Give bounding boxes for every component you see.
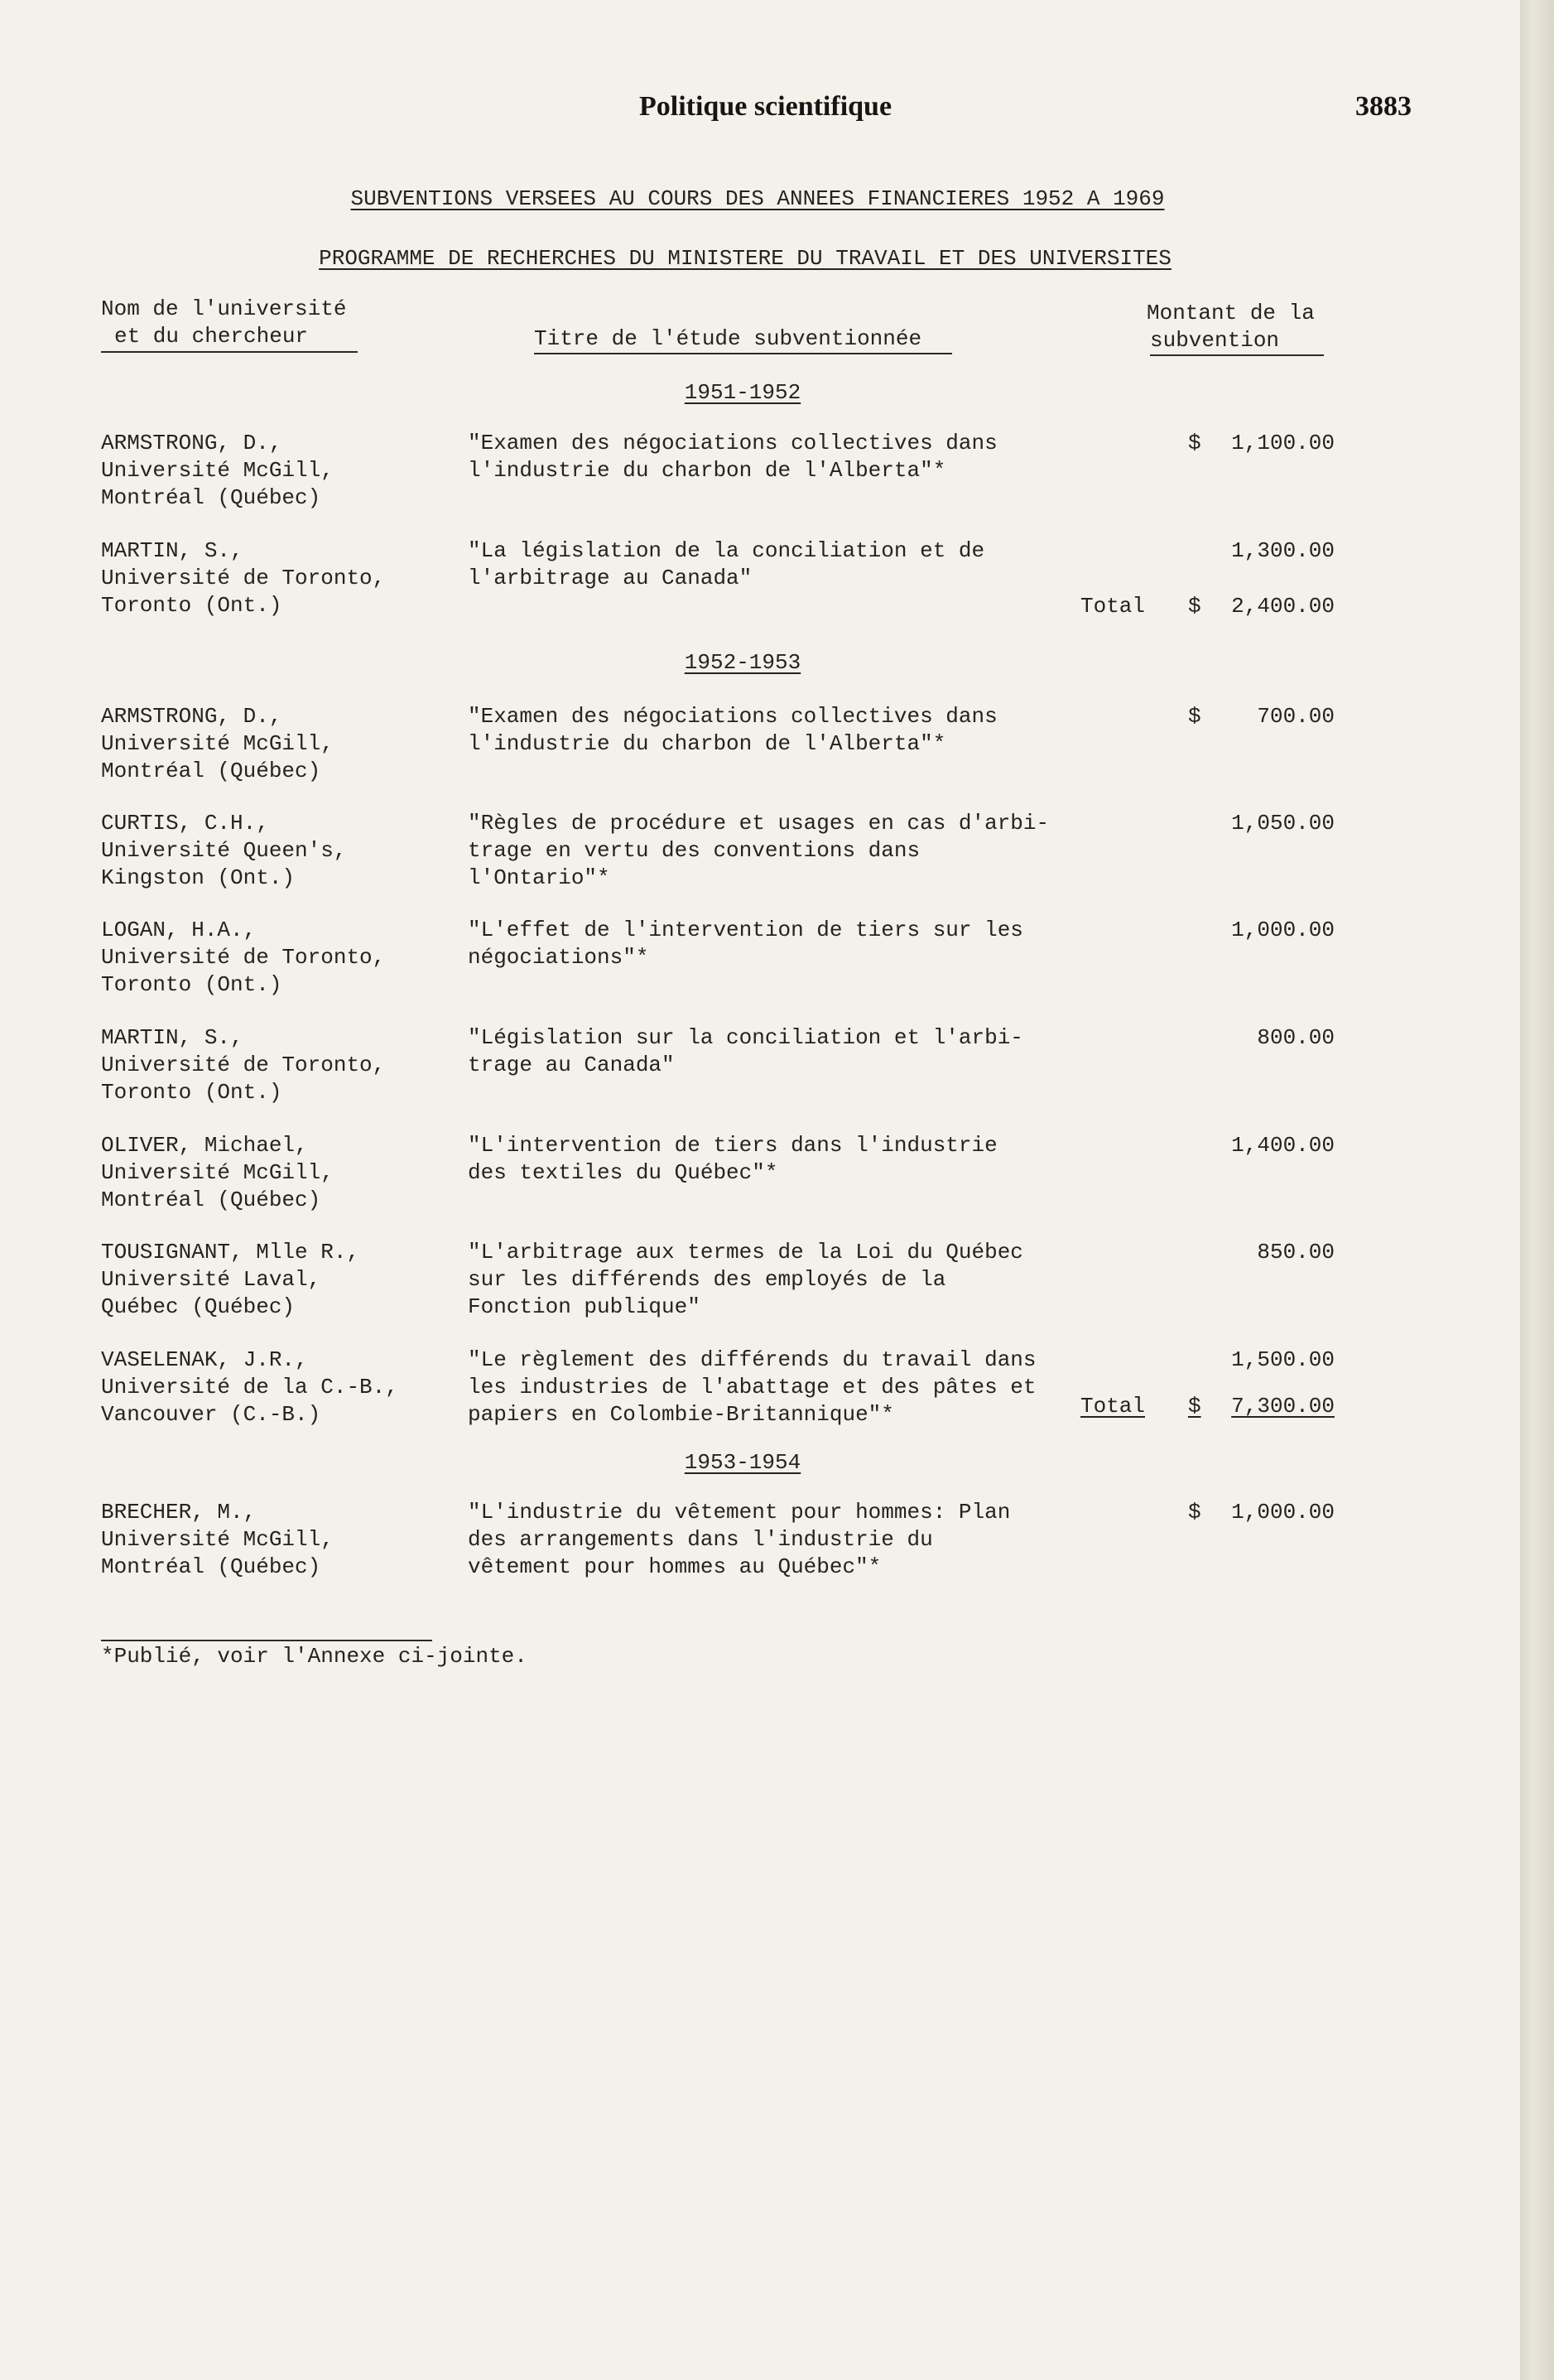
study-title-line: trage en vertu des conventions dans (468, 838, 921, 863)
study-title-line: des textiles du Québec"* (468, 1160, 778, 1185)
fiscal-year-heading: 1951-1952 (684, 380, 801, 405)
researcher-name: TOUSIGNANT, Mlle R., (101, 1240, 360, 1265)
currency-symbol: $ (1188, 594, 1201, 619)
page-number: 3883 (1355, 91, 1412, 122)
column-header-amount-line2: subvention (1150, 328, 1280, 353)
study-title-line: sur les différends des employés de la (468, 1267, 946, 1292)
study-title-line: négociations"* (468, 945, 649, 970)
researcher-affiliation: Université de Toronto, (101, 566, 386, 590)
researcher-name: ARMSTRONG, D., (101, 704, 282, 729)
grant-amount: 1,100.00 (1231, 431, 1335, 455)
currency-symbol: $ (1188, 431, 1201, 455)
study-title-line: des arrangements dans l'industrie du (468, 1527, 933, 1552)
researcher-affiliation: Université de Toronto, (101, 945, 386, 970)
researcher-affiliation: Toronto (Ont.) (101, 593, 282, 618)
study-title-line: trage au Canada" (468, 1053, 675, 1077)
page-edge (1520, 0, 1554, 2380)
grant-amount: 700.00 (1257, 704, 1335, 729)
report-heading: SUBVENTIONS VERSEES AU COURS DES ANNEES FINANCIERES 1952 A 1969 (350, 186, 1165, 211)
researcher-affiliation: Toronto (Ont.) (101, 972, 282, 997)
researcher-affiliation: Université de la C.-B., (101, 1375, 398, 1400)
researcher-affiliation: Université McGill, (101, 731, 334, 756)
study-title-line: "L'effet de l'intervention de tiers sur les (468, 918, 1023, 942)
grant-amount: 1,050.00 (1231, 811, 1335, 836)
study-title-line: Fonction publique" (468, 1294, 700, 1319)
researcher-name: MARTIN, S., (101, 538, 243, 563)
column-header-name-rule (101, 351, 358, 353)
study-title-line: "Examen des négociations collectives dans (468, 431, 998, 455)
study-title-line: "Examen des négociations collectives dans (468, 704, 998, 729)
researcher-affiliation: Université McGill, (101, 1160, 334, 1185)
researcher-affiliation: Québec (Québec) (101, 1294, 296, 1319)
grant-amount: 1,000.00 (1231, 1500, 1335, 1525)
researcher-affiliation: Vancouver (C.-B.) (101, 1402, 321, 1427)
researcher-affiliation: Université McGill, (101, 458, 334, 483)
study-title-line: "La législation de la conciliation et de (468, 538, 985, 563)
study-title-line: vêtement pour hommes au Québec"* (468, 1554, 882, 1579)
study-title-line: l'industrie du charbon de l'Alberta"* (468, 731, 946, 756)
total-label: Total (1080, 594, 1146, 619)
column-header-name-line1: Nom de l'université (101, 296, 347, 321)
study-title-line: "Législation sur la conciliation et l'arbi- (468, 1025, 1023, 1050)
study-title-line: les industries de l'abattage et des pâtes et (468, 1375, 1037, 1400)
grant-amount: 1,500.00 (1231, 1347, 1335, 1372)
study-title-line: l'industrie du charbon de l'Alberta"* (468, 458, 946, 483)
currency-symbol: $ (1188, 704, 1201, 729)
researcher-affiliation: Montréal (Québec) (101, 1188, 321, 1212)
researcher-affiliation: Université Queen's, (101, 838, 347, 863)
grant-amount: 1,000.00 (1231, 918, 1335, 942)
grant-amount: 800.00 (1257, 1025, 1335, 1050)
column-header-name-line2: et du chercheur (114, 324, 309, 349)
currency-symbol: $ (1188, 1394, 1201, 1419)
column-header-title-rule (534, 353, 952, 354)
study-title-line: "L'arbitrage aux termes de la Loi du Québec (468, 1240, 1023, 1265)
column-header-amount-line1: Montant de la (1147, 301, 1315, 325)
researcher-affiliation: Montréal (Québec) (101, 485, 321, 510)
footnote: *Publié, voir l'Annexe ci-jointe. (101, 1644, 527, 1669)
researcher-affiliation: Montréal (Québec) (101, 759, 321, 783)
column-header-title: Titre de l'étude subventionnée (534, 326, 922, 351)
grant-amount: 1,400.00 (1231, 1133, 1335, 1158)
study-title-line: "Le règlement des différends du travail dans (468, 1347, 1037, 1372)
fiscal-year-heading: 1952-1953 (684, 650, 801, 675)
researcher-name: CURTIS, C.H., (101, 811, 269, 836)
researcher-name: BRECHER, M., (101, 1500, 257, 1525)
researcher-affiliation: Université McGill, (101, 1527, 334, 1552)
section-total: 7,300.00 (1231, 1394, 1335, 1419)
study-title-line: papiers en Colombie-Britannique"* (468, 1402, 894, 1427)
currency-symbol: $ (1188, 1500, 1201, 1525)
column-header-amount-rule (1150, 354, 1324, 356)
researcher-affiliation: Montréal (Québec) (101, 1554, 321, 1579)
researcher-affiliation: Kingston (Ont.) (101, 865, 296, 890)
researcher-name: MARTIN, S., (101, 1025, 243, 1050)
grant-amount: 1,300.00 (1231, 538, 1335, 563)
study-title-line: "Règles de procédure et usages en cas d'arbi- (468, 811, 1050, 836)
grant-amount: 850.00 (1257, 1240, 1335, 1265)
total-label: Total (1080, 1394, 1146, 1419)
fiscal-year-heading: 1953-1954 (684, 1450, 801, 1475)
researcher-name: LOGAN, H.A., (101, 918, 257, 942)
running-title: Politique scientifique (639, 91, 892, 122)
study-title-line: "L'intervention de tiers dans l'industrie (468, 1133, 998, 1158)
researcher-affiliation: Université Laval, (101, 1267, 321, 1292)
researcher-name: ARMSTRONG, D., (101, 431, 282, 455)
study-title-line: "L'industrie du vêtement pour hommes: Plan (468, 1500, 1011, 1525)
section-total: 2,400.00 (1231, 594, 1335, 619)
footnote-rule (101, 1640, 432, 1641)
researcher-affiliation: Université de Toronto, (101, 1053, 386, 1077)
researcher-affiliation: Toronto (Ont.) (101, 1080, 282, 1105)
report-subheading: PROGRAMME DE RECHERCHES DU MINISTERE DU TRAVAIL ET DES UNIVERSITES (319, 246, 1172, 271)
researcher-name: VASELENAK, J.R., (101, 1347, 308, 1372)
study-title-line: l'arbitrage au Canada" (468, 566, 753, 590)
researcher-name: OLIVER, Michael, (101, 1133, 308, 1158)
study-title-line: l'Ontario"* (468, 865, 610, 890)
